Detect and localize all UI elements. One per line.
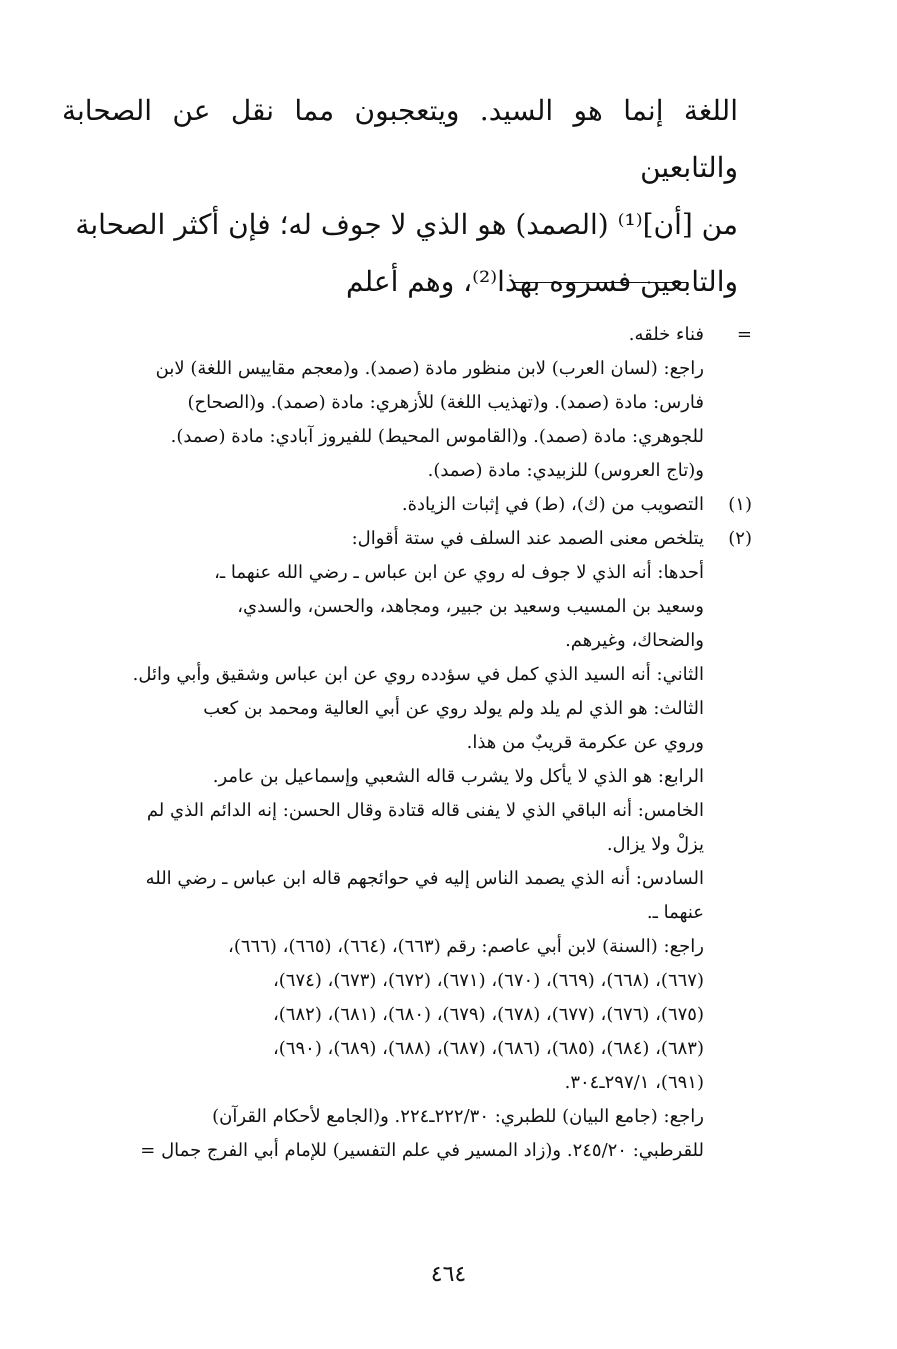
footnote-line: راجع: (السنة) لابن أبي عاصم: رقم (٦٦٣)، (٦٦٤)، (٦٦٥)، (٦٦٦)،	[228, 936, 704, 957]
main-line-2: من [أن]⁽¹⁾ (الصمد) هو الذي لا جوف له؛ فإن أكثر الصحابة	[75, 208, 738, 241]
footnote-line: فارس: مادة (صمد). و(تهذيب اللغة) للأزهري: مادة (صمد). و(الصحاح)	[187, 392, 704, 413]
footnote-number: (١)	[728, 494, 752, 515]
main-line-3: والتابعين فسروه بهذا⁽²⁾، وهم أعلم	[346, 265, 738, 298]
footnote-line: التصويب من (ك)، (ط) في إثبات الزيادة.	[401, 494, 704, 515]
footnote-line: راجع: (لسان العرب) لابن منظور مادة (صمد). و(معجم مقاييس اللغة) لابن	[155, 358, 704, 379]
footnote-separator	[512, 282, 688, 283]
footnote-line: والضحاك، وغيرهم.	[565, 630, 704, 651]
footnote-line: الخامس: أنه الباقي الذي لا يفنى قاله قتادة وقال الحسن: إنه الدائم الذي لم	[146, 800, 704, 821]
footnote-line: السادس: أنه الذي يصمد الناس إليه في حوائجهم قاله ابن عباس ـ رضي الله	[145, 868, 704, 889]
footnote-line: وروي عن عكرمة قريبٌ من هذا.	[466, 732, 704, 753]
footnote-line: (٦٦٧)، (٦٦٨)، (٦٦٩)، (٦٧٠)، (٦٧١)، (٦٧٢)، (٦٧٣)، (٦٧٤)،	[272, 970, 704, 991]
footnote-line: راجع: (جامع البيان) للطبري: ٢٢٢/٣٠ـ٢٢٤. و(الجامع لأحكام القرآن)	[212, 1106, 704, 1127]
footnote-line: الثاني: أنه السيد الذي كمل في سؤدده روي عن ابن عباس وشقيق وأبي وائل.	[132, 664, 704, 685]
footnote-line: (٦٩١)، ٢٩٧/١ـ٣٠٤.	[564, 1072, 704, 1093]
footnote-line: عنهما ـ.	[646, 902, 704, 923]
footnote-line: (٦٨٣)، (٦٨٤)، (٦٨٥)، (٦٨٦)، (٦٨٧)، (٦٨٨)، (٦٨٩)، (٦٩٠)،	[272, 1038, 704, 1059]
continuation-marker: =	[736, 324, 752, 345]
footnote-line: أحدها: أنه الذي لا جوف له روي عن ابن عباس ـ رضي الله عنهما ـ،	[214, 562, 704, 583]
page-number: ٤٦٤	[430, 1262, 467, 1287]
footnote-line: (٦٧٥)، (٦٧٦)، (٦٧٧)، (٦٧٨)، (٦٧٩)، (٦٨٠)، (٦٨١)، (٦٨٢)،	[272, 1004, 704, 1025]
footnote-line: و(تاج العروس) للزبيدي: مادة (صمد).	[427, 460, 704, 481]
footnotes	[62, 318, 752, 1168]
footnote-1	[62, 488, 752, 522]
footnote-line: وسعيد بن المسيب وسعيد بن جبير، ومجاهد، والحسن، والسدي،	[237, 596, 704, 617]
footnote-line: يتلخص معنى الصمد عند السلف في ستة أقوال:	[351, 528, 704, 549]
footnote-line: يزلْ ولا يزال.	[606, 834, 704, 855]
footnote-line: للقرطبي: ٢٤٥/٢٠. و(زاد المسير في علم التفسير) للإمام أبي الفرج جمال =	[140, 1140, 704, 1161]
footnote-line: الرابع: هو الذي لا يأكل ولا يشرب قاله الشعبي وإسماعيل بن عامر.	[212, 766, 704, 787]
footnote-number: (٢)	[728, 528, 752, 549]
footnote-line: للجوهري: مادة (صمد). و(القاموس المحيط) للفيروز آبادي: مادة (صمد).	[170, 426, 704, 447]
footnote-line: فناء خلقه.	[628, 324, 704, 345]
main-line-1: اللغة إنما هو السيد. ويتعجبون مما نقل عن الصحابة والتابعين	[62, 94, 738, 184]
footnote-line: الثالث: هو الذي لم يلد ولم يولد روي عن أبي العالية ومحمد بن كعب	[203, 698, 704, 719]
footnote-2	[62, 522, 752, 1168]
footnote-continuation	[62, 318, 752, 488]
main-text	[62, 82, 738, 310]
